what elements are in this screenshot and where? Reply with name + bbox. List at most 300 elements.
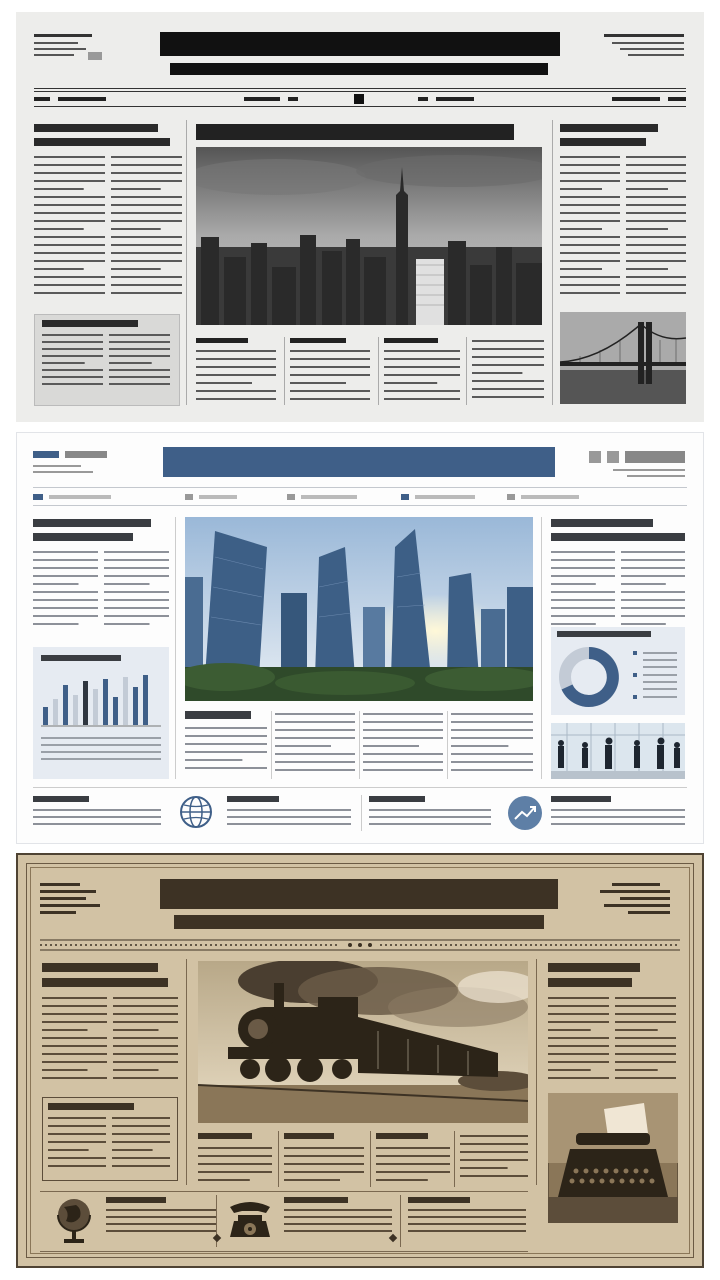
text-line [275, 761, 355, 763]
text-line [48, 1157, 106, 1159]
nav-item[interactable] [418, 97, 428, 101]
text-line [106, 1216, 216, 1218]
text-line [42, 1029, 88, 1031]
text-line [551, 591, 615, 593]
text-lines [369, 809, 491, 831]
globe-icon [52, 1195, 96, 1247]
nav-item[interactable] [612, 97, 660, 101]
text-line [111, 268, 161, 270]
text-line [34, 228, 84, 230]
text-line [42, 355, 103, 357]
telephone-icon [224, 1197, 276, 1245]
text-line [290, 398, 370, 400]
text-line [109, 334, 170, 336]
text-line [376, 1163, 450, 1165]
text-line [113, 1045, 178, 1047]
text-line [104, 551, 169, 553]
text-line [42, 1045, 107, 1047]
newspaper-layout-vintage [16, 853, 704, 1268]
text-line [548, 1061, 609, 1063]
text-line [104, 599, 169, 601]
text-line [560, 260, 620, 262]
text-line [227, 816, 351, 818]
text-line [460, 1143, 528, 1145]
text-line [104, 607, 169, 609]
steam-locomotive-photo [198, 961, 528, 1123]
text-lines [275, 713, 355, 779]
text-line [42, 1013, 107, 1015]
text-line [376, 1155, 450, 1157]
text-line [560, 172, 620, 174]
text-line [113, 1037, 178, 1039]
text-line [551, 623, 596, 625]
text-line [42, 369, 103, 371]
text-line [42, 376, 103, 378]
text-line [560, 220, 620, 222]
text-line [34, 292, 105, 294]
text-line [472, 348, 544, 350]
text-line [42, 362, 85, 364]
text-line [33, 583, 79, 585]
text-line [560, 164, 620, 166]
text-line [34, 244, 105, 246]
text-lines [408, 1209, 526, 1239]
text-line [111, 236, 182, 238]
text-line [111, 276, 182, 278]
text-line [112, 1141, 170, 1143]
text-line [626, 244, 686, 246]
text-lines [185, 727, 267, 777]
lead-headline [196, 124, 514, 140]
text-line [185, 759, 242, 761]
nav-item[interactable] [288, 97, 298, 101]
text-line [626, 292, 686, 294]
text-line [112, 1165, 170, 1167]
text-line [113, 1061, 178, 1063]
text-line [621, 615, 685, 617]
ornamental-rule [40, 939, 680, 951]
text-line [111, 212, 182, 214]
text-line [560, 196, 620, 198]
text-line [113, 1077, 178, 1079]
text-line [185, 751, 267, 753]
text-line [34, 156, 105, 158]
nav-item[interactable] [668, 97, 686, 101]
text-line [548, 1069, 591, 1071]
text-lines [560, 156, 686, 306]
header-button[interactable] [625, 451, 685, 463]
text-line [198, 1179, 250, 1181]
text-line [42, 1069, 88, 1071]
text-line [275, 721, 355, 723]
text-line [34, 220, 105, 222]
text-line [472, 396, 544, 398]
text-line [42, 383, 103, 385]
text-line [104, 591, 169, 593]
text-line [275, 713, 355, 715]
header-icon[interactable] [607, 451, 619, 463]
text-line [284, 1171, 364, 1173]
text-line [451, 761, 533, 763]
text-line [196, 374, 276, 376]
text-line [472, 380, 544, 382]
text-line [284, 1163, 364, 1165]
text-line [227, 823, 351, 825]
header-icon[interactable] [589, 451, 601, 463]
text-line [460, 1135, 528, 1137]
text-line [42, 348, 103, 350]
text-line [548, 997, 609, 999]
text-line [472, 340, 544, 342]
text-line [41, 751, 161, 753]
text-line [198, 1163, 272, 1165]
text-lines [33, 551, 169, 633]
bar-chart-graphic [41, 669, 161, 729]
text-line [621, 567, 685, 569]
text-line [451, 729, 533, 731]
text-line [551, 823, 685, 825]
text-line [198, 1171, 272, 1173]
text-lines [284, 1147, 364, 1187]
text-line [106, 1230, 216, 1232]
text-line [104, 575, 169, 577]
masthead-subtitle [170, 63, 548, 75]
header-right-text [604, 34, 684, 37]
text-line [621, 583, 666, 585]
text-line [275, 729, 355, 731]
text-line [284, 1155, 364, 1157]
text-line [196, 382, 252, 384]
text-line [111, 156, 182, 158]
text-line [34, 276, 105, 278]
text-line [34, 188, 84, 190]
text-lines [198, 1147, 272, 1187]
text-line [33, 551, 98, 553]
text-line [615, 1069, 658, 1071]
nav-item[interactable] [34, 97, 50, 101]
bridge-photo [560, 312, 686, 404]
text-line [34, 196, 105, 198]
text-line [42, 1005, 107, 1007]
text-line [626, 164, 686, 166]
donut-chart-graphic [557, 643, 685, 709]
masthead-subtitle [174, 915, 544, 929]
text-line [111, 164, 182, 166]
text-lines [48, 1117, 170, 1175]
text-line [48, 1165, 106, 1167]
text-line [551, 816, 685, 818]
text-line [472, 388, 544, 390]
text-line [560, 268, 602, 270]
text-line [551, 599, 615, 601]
text-lines [284, 1209, 392, 1239]
text-line [560, 180, 620, 182]
text-line [551, 567, 615, 569]
text-line [384, 382, 437, 384]
text-line [548, 1037, 609, 1039]
text-line [615, 1005, 676, 1007]
text-line [621, 591, 685, 593]
globe-icon [179, 795, 213, 829]
text-line [112, 1133, 170, 1135]
text-line [408, 1216, 526, 1218]
text-line [113, 1013, 178, 1015]
text-line [460, 1151, 528, 1153]
text-line [284, 1179, 340, 1181]
text-line [615, 1061, 676, 1063]
text-line [363, 737, 443, 739]
text-line [33, 559, 98, 561]
text-line [615, 997, 676, 999]
trend-up-icon [507, 795, 543, 831]
text-line [34, 212, 105, 214]
text-line [621, 575, 685, 577]
text-lines [42, 997, 178, 1087]
text-line [369, 823, 491, 825]
text-line [290, 374, 370, 376]
text-line [42, 997, 107, 999]
text-line [369, 816, 491, 818]
text-line [41, 758, 161, 760]
text-line [104, 567, 169, 569]
masthead-title [160, 879, 558, 909]
text-line [34, 236, 105, 238]
text-line [34, 268, 84, 270]
text-line [384, 366, 460, 368]
text-line [621, 599, 685, 601]
text-line [560, 236, 620, 238]
text-line [111, 292, 182, 294]
text-line [384, 398, 460, 400]
text-line [621, 607, 685, 609]
text-line [111, 180, 182, 182]
text-lines [290, 350, 370, 406]
text-line [109, 369, 170, 371]
text-line [626, 268, 668, 270]
text-line [48, 1117, 106, 1119]
text-line [275, 753, 355, 755]
text-line [198, 1155, 272, 1157]
text-line [42, 1061, 107, 1063]
text-line [615, 1053, 676, 1055]
text-line [106, 1223, 216, 1225]
text-line [284, 1209, 392, 1211]
text-line [548, 1013, 609, 1015]
text-line [621, 551, 685, 553]
text-line [451, 769, 533, 771]
text-line [626, 188, 668, 190]
text-line [548, 1053, 609, 1055]
text-line [621, 559, 685, 561]
text-line [384, 358, 460, 360]
text-line [33, 623, 79, 625]
text-line [34, 180, 105, 182]
text-lines [106, 1209, 216, 1239]
text-line [111, 188, 161, 190]
header-left-text [34, 34, 92, 37]
text-line [284, 1230, 392, 1232]
text-line [112, 1125, 170, 1127]
text-line [185, 735, 267, 737]
nav-item[interactable] [521, 495, 579, 499]
text-line [42, 334, 103, 336]
text-line [615, 1029, 658, 1031]
text-line [275, 737, 355, 739]
text-line [109, 376, 170, 378]
text-line [109, 341, 170, 343]
text-line [551, 809, 685, 811]
nav-item[interactable] [58, 97, 106, 101]
text-line [290, 366, 370, 368]
text-line [548, 1029, 591, 1031]
text-line [626, 180, 686, 182]
text-line [104, 559, 169, 561]
newspaper-layout-modern [16, 12, 704, 422]
text-line [460, 1167, 508, 1169]
text-line [34, 172, 105, 174]
text-line [112, 1149, 153, 1151]
text-lines [376, 1147, 450, 1187]
text-line [111, 244, 182, 246]
newspaper-layout-corporate [16, 432, 704, 844]
text-line [451, 737, 533, 739]
text-line [551, 607, 615, 609]
text-line [34, 260, 105, 262]
text-line [185, 767, 267, 769]
text-line [363, 721, 443, 723]
text-line [551, 583, 596, 585]
text-line [384, 350, 460, 352]
text-line [111, 220, 182, 222]
text-line [111, 172, 182, 174]
text-line [275, 769, 355, 771]
text-line [290, 350, 370, 352]
text-line [472, 372, 522, 374]
text-line [196, 366, 276, 368]
text-line [284, 1223, 392, 1225]
masthead-title [160, 32, 560, 56]
text-line [626, 204, 686, 206]
text-lines [472, 340, 544, 406]
text-line [196, 358, 276, 360]
text-line [109, 355, 170, 357]
text-line [363, 761, 443, 763]
text-line [42, 1037, 107, 1039]
text-line [626, 212, 686, 214]
text-line [548, 1077, 609, 1079]
text-line [113, 1029, 159, 1031]
text-lines [548, 997, 676, 1087]
text-line [113, 1069, 159, 1071]
text-line [109, 348, 170, 350]
text-line [113, 997, 178, 999]
text-line [363, 769, 443, 771]
article-headline [34, 124, 158, 132]
text-line [369, 809, 491, 811]
text-lines [551, 551, 685, 633]
text-line [460, 1159, 528, 1161]
nav-item[interactable] [244, 97, 280, 101]
text-line [363, 753, 443, 755]
text-line [112, 1117, 170, 1119]
text-lines [227, 809, 351, 831]
text-line [615, 1077, 676, 1079]
text-line [42, 1021, 107, 1023]
text-lines [363, 713, 443, 779]
nav-item[interactable] [436, 97, 474, 101]
text-lines [451, 713, 533, 779]
text-line [33, 591, 98, 593]
text-line [33, 599, 98, 601]
text-lines [33, 809, 161, 831]
text-line [198, 1147, 272, 1149]
text-line [48, 1133, 106, 1135]
text-line [196, 390, 276, 392]
text-line [615, 1037, 676, 1039]
text-lines [42, 334, 170, 394]
text-line [626, 172, 686, 174]
text-line [34, 164, 105, 166]
text-line [33, 809, 161, 811]
masthead-banner [163, 447, 555, 477]
text-line [363, 729, 443, 731]
text-line [42, 341, 103, 343]
text-line [376, 1179, 428, 1181]
text-line [111, 228, 161, 230]
text-line [408, 1209, 526, 1211]
text-line [48, 1141, 106, 1143]
text-line [104, 615, 169, 617]
text-line [111, 196, 182, 198]
text-line [34, 252, 105, 254]
text-line [48, 1149, 89, 1151]
typewriter-photo [548, 1093, 678, 1223]
text-lines [551, 809, 685, 831]
text-line [626, 284, 686, 286]
text-line [560, 204, 620, 206]
text-line [34, 204, 105, 206]
text-line [275, 745, 331, 747]
text-line [42, 1077, 107, 1079]
text-line [384, 374, 460, 376]
nav-item[interactable] [199, 495, 237, 499]
text-line [472, 364, 544, 366]
text-line [560, 244, 620, 246]
text-line [113, 1053, 178, 1055]
text-line [460, 1175, 528, 1177]
text-line [196, 350, 276, 352]
text-line [111, 204, 182, 206]
text-line [33, 607, 98, 609]
nav-item[interactable] [415, 495, 475, 499]
text-line [560, 284, 620, 286]
text-line [363, 713, 443, 715]
text-line [621, 623, 666, 625]
text-lines [460, 1135, 528, 1187]
nav-item[interactable] [301, 495, 357, 499]
city-skyline-photo [196, 147, 542, 325]
text-line [472, 356, 544, 358]
text-line [33, 615, 98, 617]
skyscrapers-photo [185, 517, 533, 701]
text-line [551, 615, 615, 617]
text-line [560, 188, 602, 190]
nav-item[interactable] [49, 495, 111, 499]
text-line [626, 196, 686, 198]
text-line [34, 284, 105, 286]
text-line [551, 551, 615, 553]
text-line [33, 575, 98, 577]
